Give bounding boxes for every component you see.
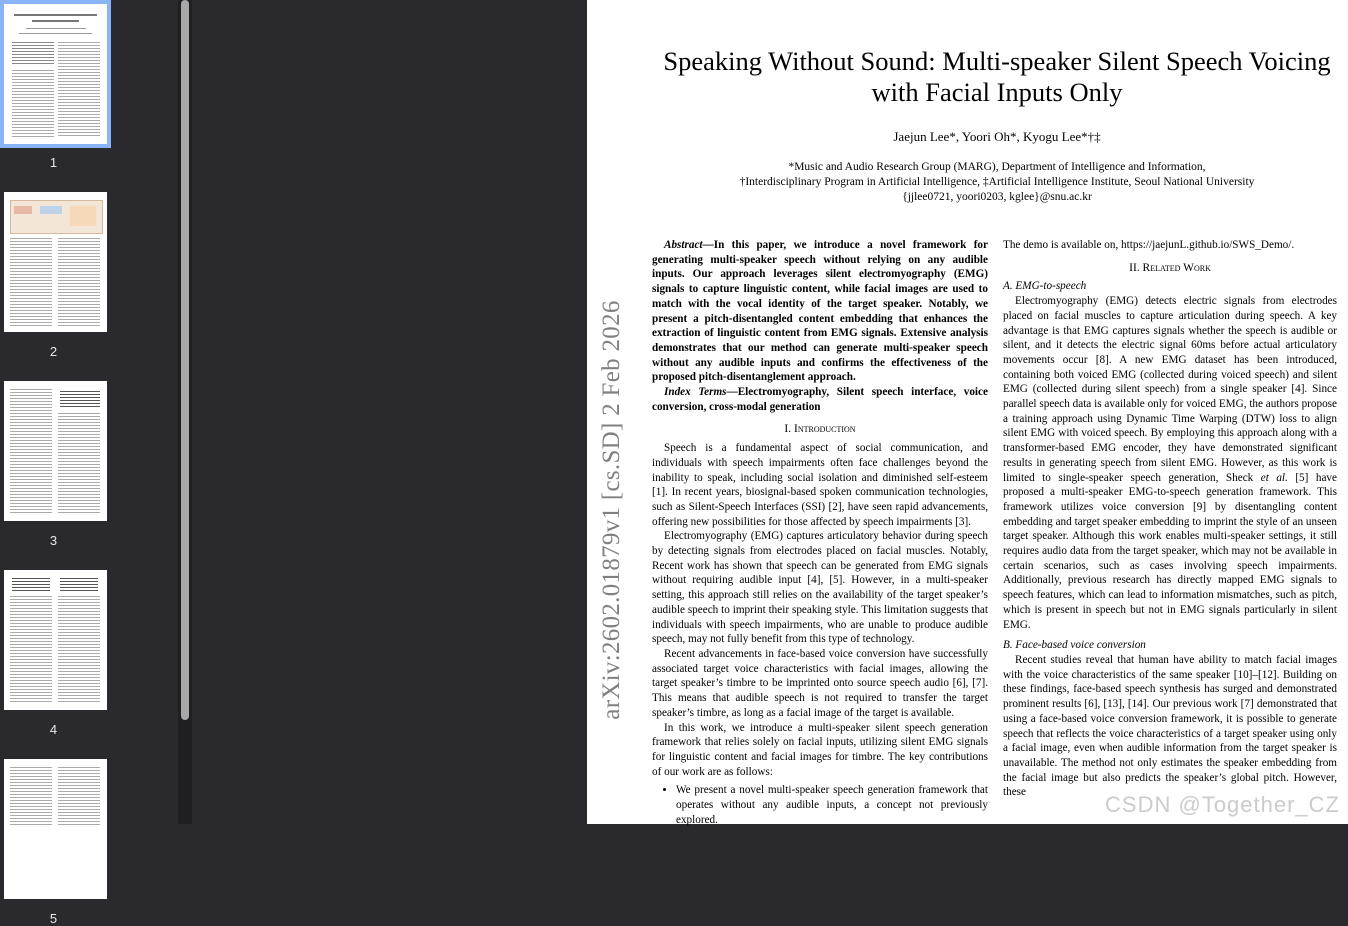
subsection-emg-to-speech: A. EMG-to-speech bbox=[1003, 280, 1087, 293]
abstract-text: —In this paper, we introduce a novel framework for generating multi-speaker speech without relying on any audible inputs. Our approach leverages silent electromyography (EMG) signals to capture linguistic content, while facial images are used to match with the vocal identity of the target speaker. Notably, we present a pitch-disentangled content embedding that enhances the extraction of linguistic content from EMG signals. Extensive analysis demonstrates that our method can generate multi-speaker speech without any audible inputs and confirms the effectiveness of the proposed pitch-disentanglement approach. bbox=[652, 239, 988, 384]
arxiv-stamp: arXiv:2602.01879v1 [cs.SD] 2 Feb 2026 bbox=[598, 300, 625, 720]
section-introduction-heading: I. Introduction bbox=[784, 423, 856, 436]
page-thumbnail-4[interactable] bbox=[4, 570, 107, 710]
section-related-work-heading: II. Related Work bbox=[1129, 261, 1211, 274]
page-number-2: 2 bbox=[49, 344, 58, 359]
related-work-text-a: Electromyography (EMG) detects electric signals from electrodes placed on facial muscles to capture articulation during speech. A key advantage is that EMG captures signals whether the speech is audible or silent, and it detects the electric signal 60ms before actual articulatory movements occur [8]. A new EMG dataset has been introduced, containing both voiced EMG (collected during voiced speech) and silent EMG (collected during silent speech) from a single speaker [4]. Since parallel speech data is available only for voiced EMG, the authors propose a training approach using Dynamic Time Warping (DTW) loss to align silent EMG with voiced speech. By employing this approach along with a transformer-based EMG encoder, they have demonstrated significant results in generating speech from silent EMG. However, as this work is limited to single-speaker speech generation, Sheck bbox=[1003, 295, 1337, 484]
intro-paragraph-1: Speech is a fundamental aspect of social communication, and individuals with speech impairments often face challenges beyond the inability to speak, including social isolation and diminished self-esteem [1]. In recent years, biosignal-based spoken communication technologies, such as Silent-Speech Interfaces (SSI) [2], have seen rapid advancements, offering new possibilities for those affected by speech impairments [3]. bbox=[652, 442, 988, 528]
thumbnail-sidebar bbox=[0, 0, 178, 926]
intro-paragraph-4: In this work, we introduce a multi-speaker silent speech generation framework that relies solely on facial inputs, utilizing silent EMG signals for linguistic content and facial images for timbre. The key contributions of our work are as follows: bbox=[652, 721, 988, 778]
page-number-3: 3 bbox=[49, 533, 58, 548]
intro-paragraph-2: Electromyography (EMG) captures articulatory behavior during speech by detecting signals from electrodes placed on facial muscles. Notably, Recent work has shown that speech can be generated from EMG signals without requiring audible input [4], [5]. However, in a multi-speaker setting, this approach still relies on the availability of the target speaker’s audible speech to imprint their speaking style. This limitation suggests that individuals with speech impairments, who are unable to produce audible speech, may not fully benefit from this type of technology. bbox=[652, 530, 988, 646]
related-work-etal: et al. bbox=[1260, 471, 1288, 484]
page-number-1: 1 bbox=[49, 155, 58, 170]
paper-title: Speaking Without Sound: Multi-speaker Silent Speech Voicing with Facial Inputs Only bbox=[663, 46, 1331, 107]
contribution-item-1: • We present a novel multi-speaker speech generation framework that operates without any audible inputs, a concept not previously explored. bbox=[676, 783, 988, 827]
contributions-list bbox=[652, 783, 988, 827]
affiliation-line-2: †Interdisciplinary Program in Artificial Intelligence, ‡Artificial Intelligence Institute, Seoul National University bbox=[739, 176, 1255, 188]
page-thumbnail-5[interactable] bbox=[4, 759, 107, 899]
watermark: CSDN @Together_CZ bbox=[1105, 792, 1340, 817]
abstract bbox=[652, 238, 988, 385]
demo-line: The demo is available on, https://jaejunL.github.io/SWS_Demo/. bbox=[1003, 239, 1295, 251]
left-column bbox=[652, 238, 988, 827]
related-work-paragraph-2: Recent studies reveal that human have ability to match facial images with the voice characteristics of the same speaker [10]–[12]. Building on these findings, face-based speech synthesis has surged and demonstrated prominent results [6], [13], [14]. Our previous work [7] demonstrated that using a face-based voice conversion framework, it is possible to generate speech that reflects the voice characteristics of a target speaker using only a facial image, even when audible information from the target speaker is unavailable. The method not only estimates the speaker embedding from the facial image but also predicts the speaker’s global pitch. However, these bbox=[1003, 653, 1337, 799]
index-terms-label: Index Terms bbox=[664, 386, 727, 399]
paper-authors: Jaejun Lee*, Yoori Oh*, Kyogu Lee*†‡ bbox=[893, 129, 1101, 144]
right-column bbox=[1003, 238, 1337, 800]
page-thumbnail-2[interactable] bbox=[4, 192, 107, 332]
related-work-paragraph-1 bbox=[1003, 294, 1337, 632]
viewer-background bbox=[192, 0, 587, 824]
related-work-text-b: [5] have proposed a multi-speaker EMG-to-speech generation framework. This framework utilizes voice conversion [9] by disentangling content embedding and target speaker embedding to imprint the style of an unseen target speaker. Although this work enables multi-speaker settings, it still requires audio data from the target speaker, which may not be available in certain scenarios, such as cases involving speech impairments. Additionally, previous research has directly mapped EMG signals to speech features, which can lead to information mismatches, such as pitch, which is present in speech but not in EMG signals particularly in silent EMG. bbox=[1003, 471, 1337, 631]
pdf-page bbox=[587, 0, 1348, 824]
index-terms-text: —Electromyography, Silent speech interface, voice conversion, cross-modal generation bbox=[652, 386, 988, 413]
intro-paragraph-3: Recent advancements in face-based voice conversion have successfully associated target voice characteristics with facial images, allowing the target speaker’s timbre to be imprinted onto source speech audio [6], [7]. This means that audible speech is not required to transfer the target speaker’s timbre, as long as a facial image of the target is available. bbox=[652, 647, 988, 719]
affiliation-line-1: *Music and Audio Research Group (MARG), Department of Intelligence and Information, bbox=[788, 161, 1206, 173]
page-number-4: 4 bbox=[49, 722, 58, 737]
page-thumbnail-1[interactable] bbox=[4, 4, 107, 144]
paper-affiliations bbox=[647, 160, 1347, 205]
page-thumbnail-3[interactable] bbox=[4, 381, 107, 521]
index-terms bbox=[652, 385, 988, 414]
subsection-face-based-vc: B. Face-based voice conversion bbox=[1003, 639, 1146, 652]
page-number-5: 5 bbox=[49, 911, 58, 926]
abstract-label: Abstract bbox=[664, 239, 703, 251]
sidebar-scrollbar-thumb[interactable] bbox=[181, 0, 189, 720]
author-emails: {jjlee0721, yoori0203, kglee}@snu.ac.kr bbox=[902, 191, 1092, 203]
